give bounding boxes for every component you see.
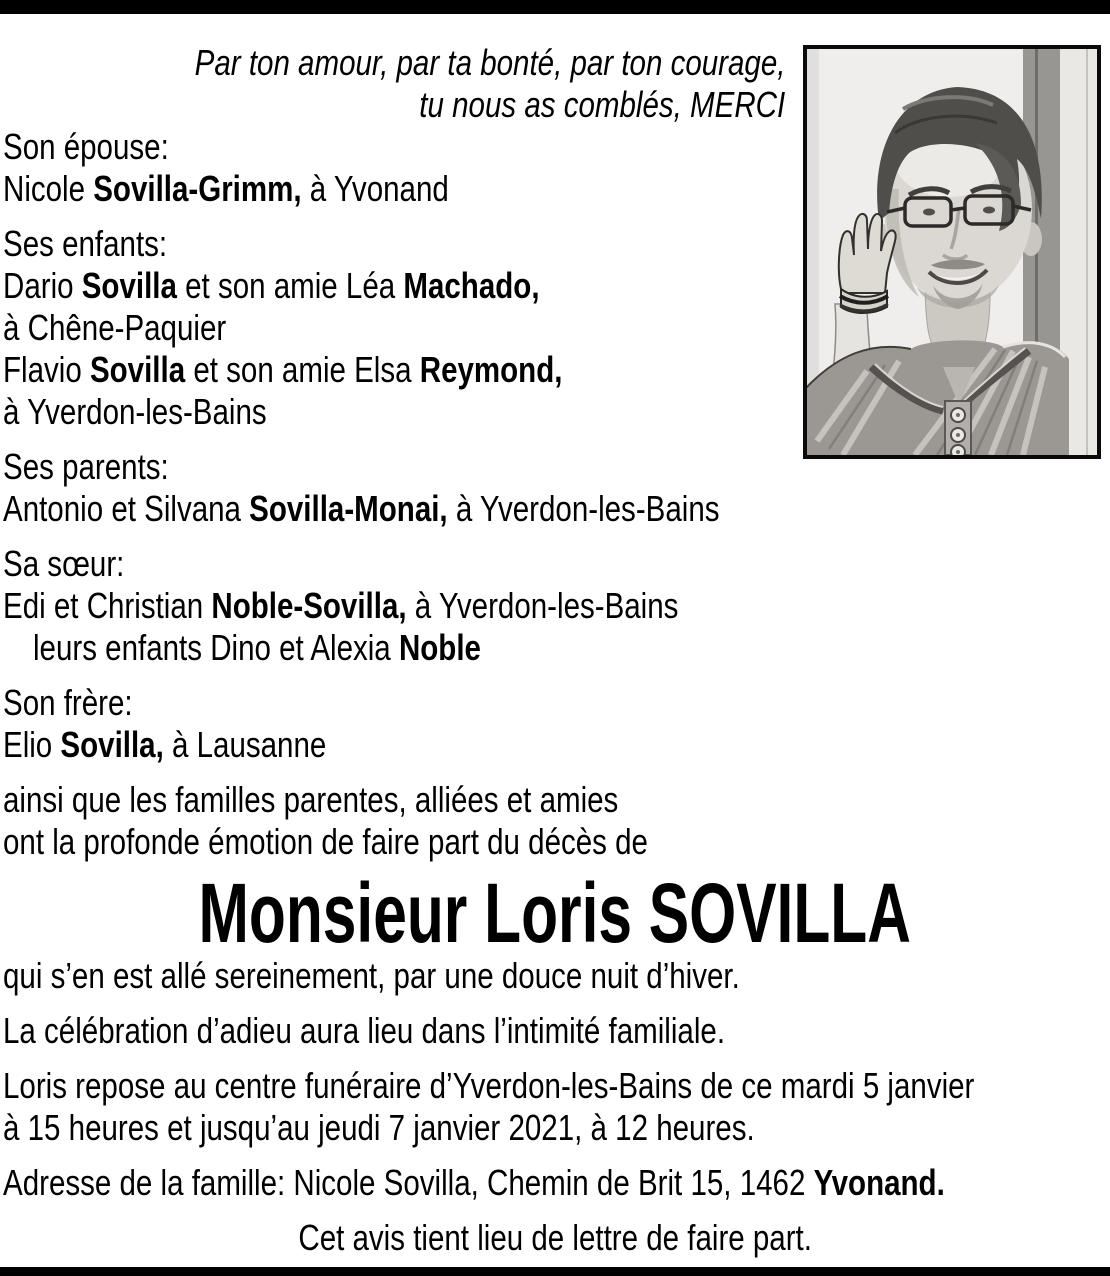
paragraph [3, 543, 1107, 669]
notice-line: Son frère: [3, 682, 133, 723]
paragraph [3, 1065, 1107, 1149]
paragraph [3, 779, 1107, 863]
notice-line: leurs enfants Dino et Alexia Noble [33, 627, 481, 668]
notice-line: Elio Sovilla, à Lausanne [3, 724, 327, 765]
family-list [3, 126, 1107, 863]
notice-content [3, 14, 1107, 1259]
epigraph-line: Par ton amour, par ta bonté, par ton courage, [194, 42, 785, 83]
notice-line: Antonio et Silvana Sovilla-Monai, à Yverdon-les-Bains [3, 488, 720, 529]
epigraph [3, 42, 1107, 126]
notice-line: Edi et Christian Noble-Sovilla, à Yverdon-les-Bains [3, 585, 679, 626]
notice-line: Son épouse: [3, 126, 169, 167]
epigraph-line: tu nous as comblés, MERCI [419, 84, 785, 125]
paragraph [3, 955, 1107, 997]
paragraph [3, 682, 1107, 766]
notice-line: à Chêne-Paquier [3, 307, 227, 348]
notice-line: Dario Sovilla et son amie Léa Machado, [3, 265, 540, 306]
deceased-name-title [3, 866, 1107, 960]
paragraph [3, 1217, 1107, 1259]
notice-line: Nicole Sovilla-Grimm, à Yvonand [3, 168, 449, 209]
notice-line: qui s’en est allé sereinement, par une douce nuit d’hiver. [3, 955, 740, 996]
notice-line: Sa sœur: [3, 543, 125, 584]
notice-line: à 15 heures et jusqu’au jeudi 7 janvier 2021, à 12 heures. [3, 1107, 755, 1148]
paragraph [3, 223, 1107, 433]
notice-line: Loris repose au centre funéraire d’Yverdon-les-Bains de ce mardi 5 janvier [3, 1065, 975, 1106]
closing-note-line: Cet avis tient lieu de lettre de faire part. [298, 1217, 812, 1258]
notice-line: ainsi que les familles parentes, alliées et amies [3, 779, 619, 820]
notice-line: à Yverdon-les-Bains [3, 391, 267, 432]
bottom-rule-bar [0, 1267, 1110, 1276]
paragraph [3, 1162, 1107, 1204]
paragraph [3, 1010, 1107, 1052]
notice-line: Ses enfants: [3, 223, 168, 264]
notice-line: Flavio Sovilla et son amie Elsa Reymond, [3, 349, 563, 390]
deceased-name-line: Monsieur Loris SOVILLA [198, 866, 912, 960]
notice-line: Adresse de la famille: Nicole Sovilla, Chemin de Brit 15, 1462 Yvonand. [3, 1162, 945, 1203]
paragraph [3, 446, 1107, 530]
notice-line: La célébration d’adieu aura lieu dans l’intimité familiale. [3, 1010, 726, 1051]
notice-line: ont la profonde émotion de faire part du décès de [3, 821, 648, 862]
notice-line: Ses parents: [3, 446, 169, 487]
closing-block [3, 955, 1107, 1259]
paragraph [3, 126, 1107, 210]
top-rule-bar [0, 0, 1110, 14]
